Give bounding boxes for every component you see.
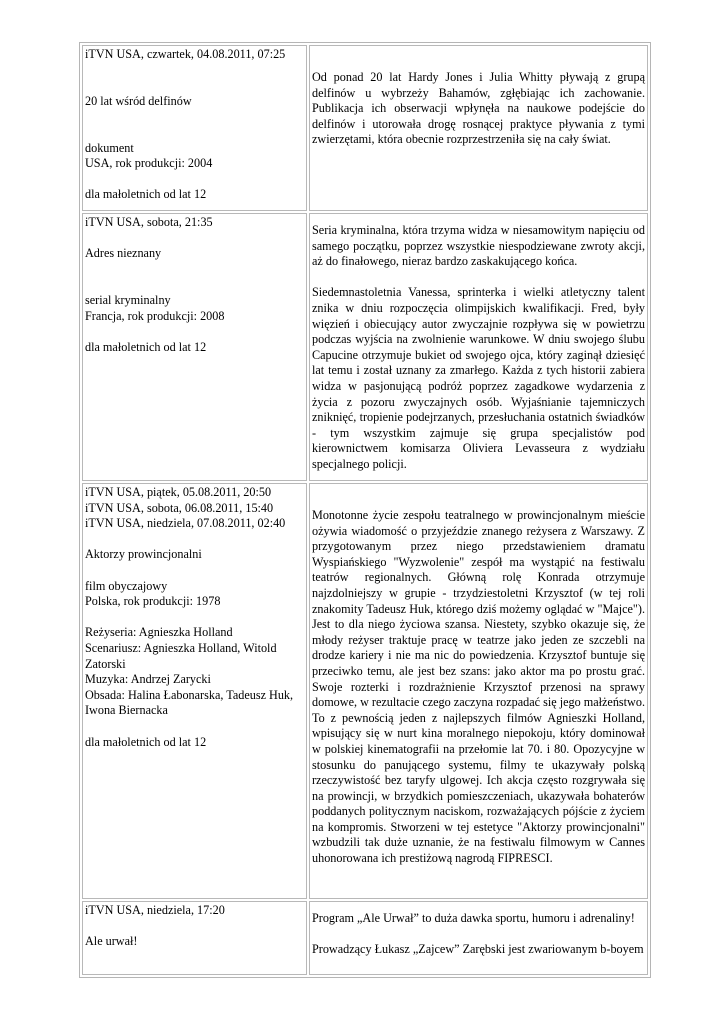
age-rating: dla małoletnich od lat 12 xyxy=(85,339,207,354)
program-info-cell xyxy=(82,213,307,481)
program-title: Ale urwał! xyxy=(85,934,138,949)
program-description: Monotonne życie zespołu teatralnego w prowincjonalnym mieście ożywia wiadomość o przyjeździe znanego reżysera z Warszawy. Z przygotowanym przez niego przedstawieniem dramatu Wyspiańskiego "Wyzwolenie" zespół ma wystąpić na festiwalu teatrów regionalnych. Główną rolę Konrada otrzymuje najzdolniejszy w grupie - trzydziestoletni Krzysztof (w tej roli znakomity Tadeusz Huk, którego dziś możemy oglądać w "Majce"). Jest to dla niego życiowa szansa. Niestety, szybko okazuje się, że młody reżyser traktuje pracę w teatrze jako jeden ze szczebli na drodze kariery i nie ma nic do powiedzenia. Krzysztof buntuje się przeciwko temu, ale jest bez szans: jako aktor ma po prostu grać. Swoje rozterki i rozdrażnienie Krzysztof przenosi na sprawy domowe, w rezultacie czego zaczyna rozpadać się jego małżeństwo. To z pewnością jeden z najlepszych filmów Agnieszki Holland, wpisujący się w nurt kina moralnego niepokoju, który dominował w polskiej kinematografii na przełomie lat 70. i 80. Opozycyjne w stosunku do panującego systemu, filmy te ukazywały polską rzeczywistość bez taryfy ulgowej. Ich akcja często rozgrywała się na prowincji, w brzydkich pomieszczeniach, ukazywała bohaterów poddanych politycznym naciskom, rozważających pójście z życiem na kompromis. Stworzeni w tej estetyce "Aktorzy prowincjonalni" wzbudzili tak duże uznanie, że na festiwalu filmowym w Cannes uhonorowana ich prestiżową nagrodą FIPRESCI. xyxy=(312,508,645,866)
airing-time: iTVN USA, czwartek, 04.08.2011, 07:25 xyxy=(85,47,286,61)
program-row xyxy=(82,213,648,481)
program-description: Od ponad 20 lat Hardy Jones i Julia Whitty pływają z grupą delfinów u wybrzeży Bahamów, zgłębiając ich zachowanie. Publikacja ich obserwacji wpłynęła na naukowe podejście do delfinów i utorowała drogę rosnącej praktyce pływania z tymi zwierzętami, która obecnie rozprzestrzeniła się na cały świat. xyxy=(312,70,645,147)
credit-screenplay: Scenariusz: Agnieszka Holland, Witold Zatorski xyxy=(85,640,277,671)
airing-time: iTVN USA, niedziela, 07.08.2011, 02:40 xyxy=(85,516,286,531)
airing-time: iTVN USA, sobota, 06.08.2011, 15:40 xyxy=(85,500,274,515)
credit-music: Muzyka: Andrzej Zarycki xyxy=(85,672,211,687)
program-info-cell xyxy=(82,483,307,899)
airing-time: iTVN USA, sobota, 21:35 xyxy=(85,215,213,229)
program-row xyxy=(82,483,648,899)
program-description-cell xyxy=(309,483,648,899)
program-description: Prowadzący Łukasz „Zajcew” Zarębski jest zwariowanym b-boyem xyxy=(312,942,644,957)
program-info-cell xyxy=(82,901,307,975)
program-title: Adres nieznany xyxy=(85,246,162,261)
program-description-cell xyxy=(309,213,648,481)
program-title: Aktorzy prowincjonalni xyxy=(85,547,202,562)
program-description-cell xyxy=(309,45,648,211)
program-genre: film obyczajowy xyxy=(85,578,168,593)
program-description: Siedemnastoletnia Vanessa, sprinterka i wielki atletyczny talent znika w dniu rozpoczęcia olimpijskich kwalifikacji. Fred, były więzień i obiecujący autor zwyczajnie rozpływa się w powietrzu podczas wyjścia na zwolnienie warunkowe. W dniu swojego ślubu Capucine otrzymuje bukiet od swojego ojca, który zaginął dziesięć lat temu i został uznany za zmarłego. Każda z tych historii zabiera widza w pasjonującą podróż poprzez zagadkowe wydarzenia z życia z pozoru zwyczajnych osób. Wyjaśnianie tajemniczych zniknięć, tropienie podejrzanych, przesłuchania ostatnich świadków - tym wszystkim zajmuje się grupa specjalistów pod kierownictwem komisarza Oliviera Levasseura z wydziału specjalnego policji. xyxy=(312,285,645,471)
program-origin: USA, rok produkcji: 2004 xyxy=(85,156,213,171)
program-table xyxy=(79,42,651,978)
program-genre: serial kryminalny xyxy=(85,292,171,307)
credit-director: Reżyseria: Agnieszka Holland xyxy=(85,625,233,640)
program-description: Program „Ale Urwał” to duża dawka sportu, humoru i adrenaliny! xyxy=(312,911,635,925)
airing-time: iTVN USA, niedziela, 17:20 xyxy=(85,903,225,917)
program-info-cell xyxy=(82,45,307,211)
program-description-cell xyxy=(309,901,648,975)
program-origin: Francja, rok produkcji: 2008 xyxy=(85,308,225,323)
program-description: Seria kryminalna, która trzyma widza w niesamowitym napięciu od samego początku, poprzez wszystkie niespodziewane zwroty akcji, aż do finałowego, nieraz bardzo zaskakującego końca. xyxy=(312,223,645,269)
program-title: 20 lat wśród delfinów xyxy=(85,93,192,108)
credit-cast: Obsada: Halina Łabonarska, Tadeusz Huk, Iwona Biernacka xyxy=(85,687,294,718)
age-rating: dla małoletnich od lat 12 xyxy=(85,734,207,749)
age-rating: dla małoletnich od lat 12 xyxy=(85,187,207,202)
program-genre: dokument xyxy=(85,140,134,155)
program-row xyxy=(82,45,648,211)
airing-time: iTVN USA, piątek, 05.08.2011, 20:50 xyxy=(85,485,272,499)
program-row xyxy=(82,901,648,975)
program-origin: Polska, rok produkcji: 1978 xyxy=(85,594,221,609)
